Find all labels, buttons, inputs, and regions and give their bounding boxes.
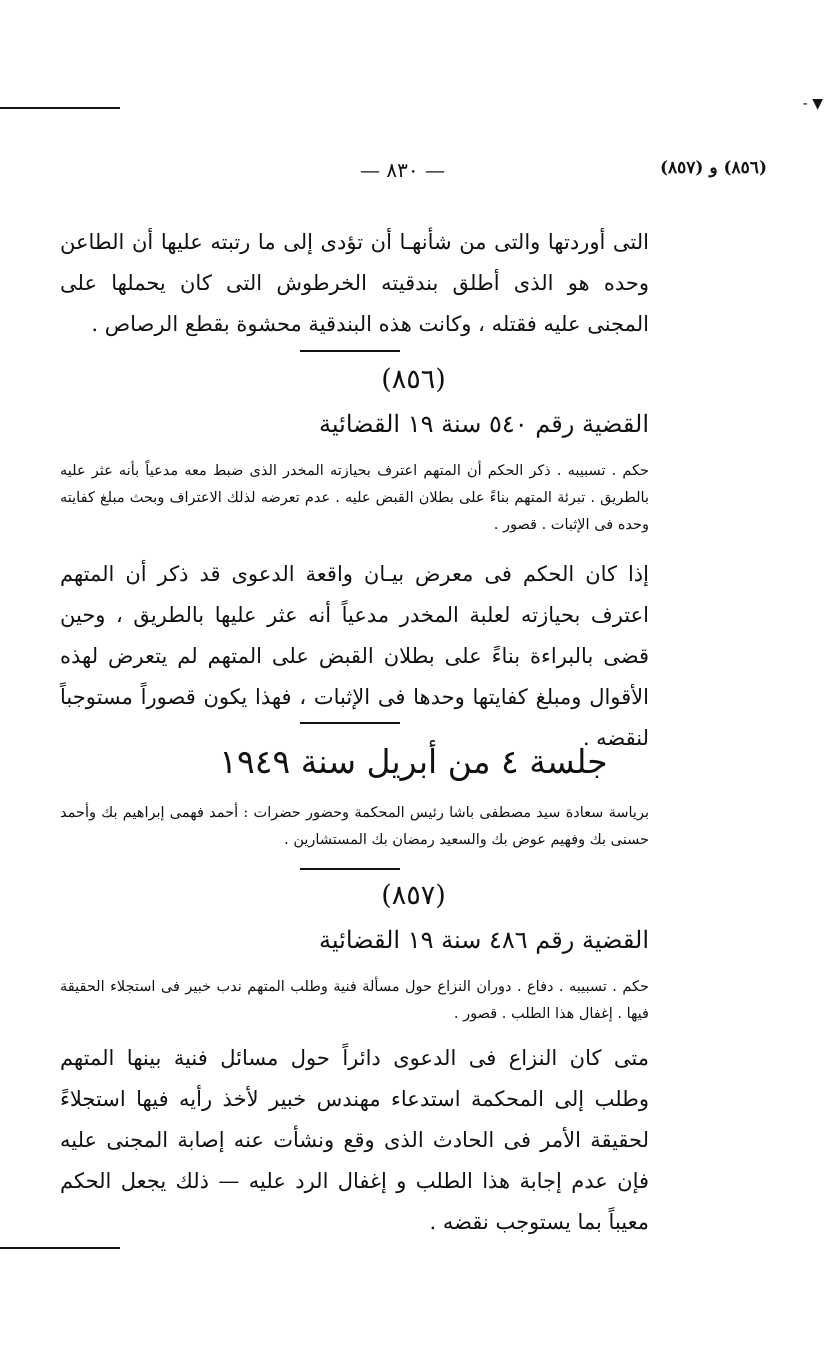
case-857-title: القضية رقم ٤٨٦ سنة ١٩ القضائية xyxy=(319,926,649,954)
section-separator xyxy=(300,722,400,724)
case-857-body: متى كان النزاع فى الدعوى دائراً حول مسائل فنية بينها المتهم وطلب إلى المحكمة استدعاء مهندس خبير لأخذ رأيه فيها استجلاءً لحقيقة الأمر فى الحادث الذى وقع ونشأت عنه إصابة المجنى عليه فإن عدم إجابة هذا الطلب و إغفال الرد عليه — ذلك يجعل الحكم معيباً بما يستوجب نقضه . xyxy=(60,1046,649,1234)
section-separator xyxy=(300,350,400,352)
case-856-summary: حكم . تسبيبه . ذكر الحكم أن المتهم اعترف بحيازته المخدر الذى ضبط معه مدعياً بأنه عثر عليه بالطريق . تبرئة المتهم بناءً على بطلان القبض عليه . عدم تعرضه لذلك الاعتراف وبحث مبلغ كفايته وحده فى الإثبات . قصور . xyxy=(60,463,649,533)
case-857-number: (٨٥٧) xyxy=(381,880,446,911)
page-header xyxy=(60,158,767,188)
bottom-left-edge-rule xyxy=(0,1247,120,1249)
running-case-reference: (٨٥٦) و (٨٥٧) xyxy=(659,158,767,178)
session-title: جلسة ٤ من أبريل سنة ١٩٤٩ xyxy=(219,742,608,781)
corner-mark: - ▼ xyxy=(802,96,823,112)
intro-paragraph: التى أوردتها والتى من شأنهـا أن تؤدى إلى ما رتبته عليها أن الطاعن وحده هو الذى أطلق بندقيته الخرطوش التى كان يحملها على المجنى عليه فقتله ، وكانت هذه البندقية محشوة بقطع الرصاص . xyxy=(60,230,649,336)
section-separator xyxy=(300,868,400,870)
session-presidency: برياسة سعادة سيد مصطفى باشا رئيس المحكمة وحضور حضرات : أحمد فهمى إبراهيم بك وأحمد حسنى بك وفهيم عوض بك والسعيد رمضان بك المستشارين . xyxy=(60,805,649,848)
case-856-body: إذا كان الحكم فى معرض بيـان واقعة الدعوى قد ذكر أن المتهم اعترف بحيازته لعلبة المخدر مدعياً أنه عثر عليها بالطريق ، وحين قضى بالبراءة بناءً على بطلان القبض على المتهم لم يتعرض لهذه الأقوال ومبلغ كفايتها وحدها فى الإثبات ، فهذا يكون قصوراً مستوجباً لنقضه . xyxy=(60,562,649,750)
case-856-number: (٨٥٦) xyxy=(381,364,446,395)
page-number: — ٨٣٠ — xyxy=(360,158,445,182)
case-857-summary: حكم . تسبيبه . دفاع . دوران النزاع حول مسألة فنية وطلب المتهم ندب خبير فى استجلاء الحقيقة فيها . إغفال هذا الطلب . قصور . xyxy=(60,979,649,1022)
top-left-edge-rule xyxy=(0,107,120,109)
case-856-title: القضية رقم ٥٤٠ سنة ١٩ القضائية xyxy=(319,410,649,438)
